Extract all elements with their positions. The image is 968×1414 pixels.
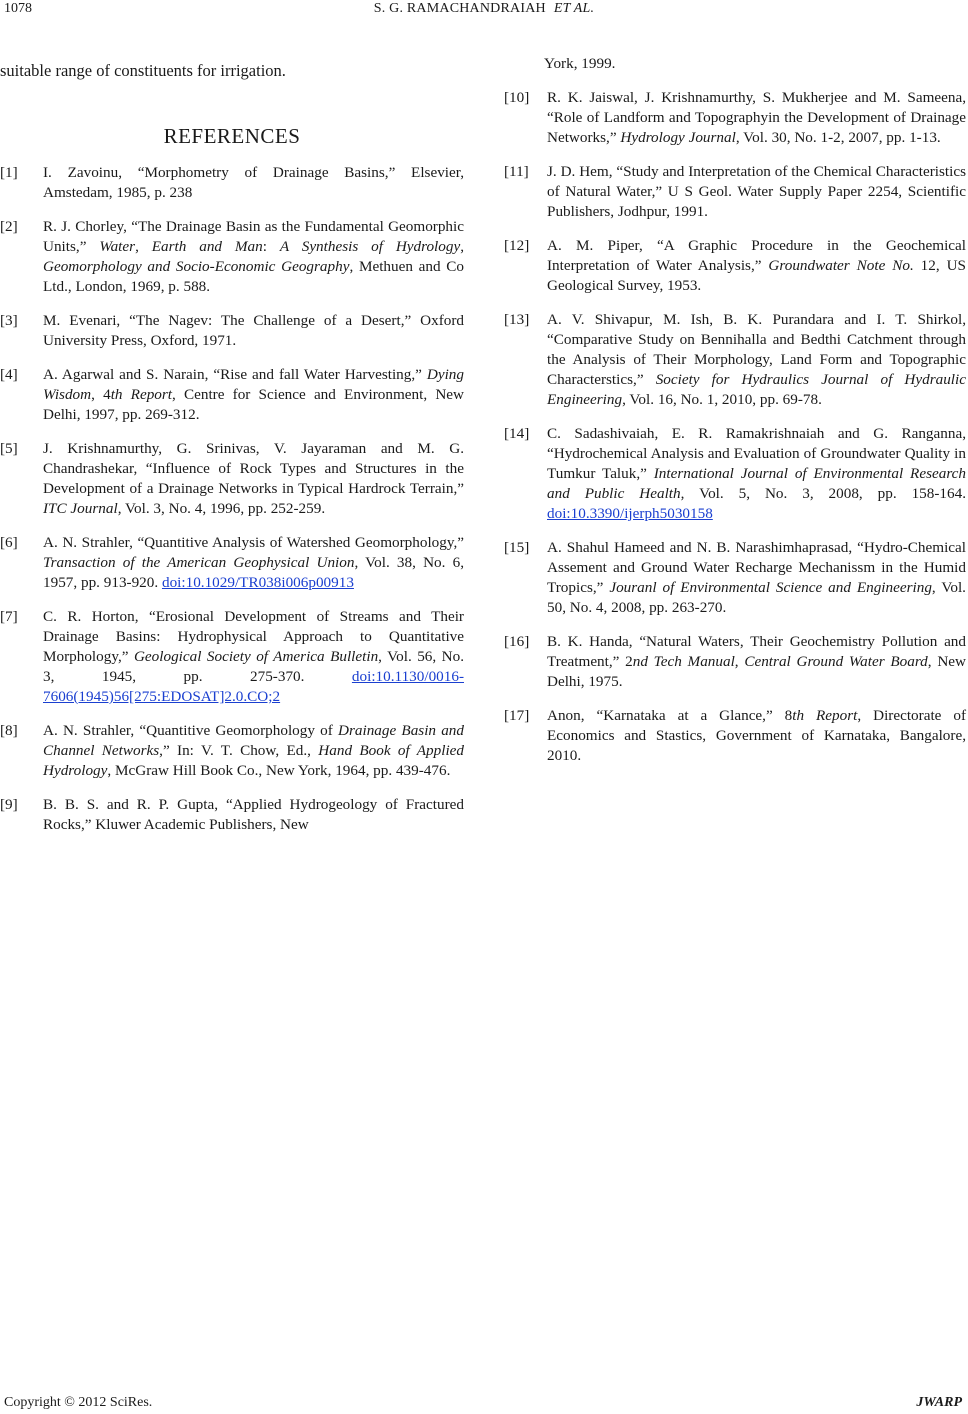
reference-number: [15] xyxy=(504,539,530,556)
reference-text xyxy=(547,538,966,618)
reference-italic-text: nd Tech Manual xyxy=(632,653,735,670)
reference-italic-text: Geomorphology and Socio-Economic Geography xyxy=(43,258,350,275)
reference-text xyxy=(43,311,464,351)
reference-text-segment: M. Evenari, “The Nagev: The Challenge of a Desert,” Oxford University Press, Oxford, 1971. xyxy=(43,312,464,349)
reference-text-segment: , Vol. 56, No. 3, 1945, pp. 275-370. xyxy=(43,648,465,685)
reference-item xyxy=(504,162,966,222)
reference-item xyxy=(504,310,966,410)
reference-italic-text: A Synthesis of Hydrology xyxy=(279,238,461,255)
reference-number: [5] xyxy=(0,440,18,457)
reference-italic-text: th Report xyxy=(792,707,858,724)
reference-italic-text: ITC Journal xyxy=(43,500,118,517)
reference-text xyxy=(547,632,966,692)
reference-text-segment: A. Shahul Hameed and N. B. Narashimhaprasad, “Hydro-Chemical Assement and Ground Water Recharge Mechanissm in the Humid Tropics,” xyxy=(547,539,966,596)
reference-italic-text: Society for Hydraulics Journal of Hydraulic Engineering xyxy=(547,371,966,408)
reference-item xyxy=(0,721,464,781)
reference-number: [11] xyxy=(504,163,529,180)
reference-text xyxy=(43,795,464,835)
reference-text-segment: ,” In: V. T. Chow, Ed., xyxy=(159,742,319,759)
reference-text xyxy=(43,607,464,707)
reference-text-segment: B. B. S. and R. P. Gupta, “Applied Hydrogeology of Fractured Rocks,” Kluwer Academic Publishers, New xyxy=(43,796,464,833)
reference-text xyxy=(43,365,464,425)
reference-item xyxy=(504,706,966,766)
reference-text xyxy=(547,310,966,410)
reference-number: [16] xyxy=(504,633,530,650)
reference-italic-text: Earth and Man xyxy=(151,238,263,255)
reference-italic-text: Drainage Basin and Channel Networks xyxy=(43,722,464,759)
reference-text-segment: , Directorate of Economics and Stastics, Government of Karnataka, Bangalore, 2010. xyxy=(547,707,966,764)
reference-text-segment: , Vol. 30, No. 1-2, 2007, pp. 1-13. xyxy=(735,129,941,146)
reference-text-segment: , Centre for Science and Environment, New Delhi, 1997, pp. 269-312. xyxy=(43,386,464,423)
reference-text xyxy=(43,439,464,519)
page-header xyxy=(0,0,968,22)
running-head-et-al: ET AL. xyxy=(553,1,595,16)
reference-text-segment: R. J. Chorley, “The Drainage Basin as the Fundamental Geomorphic Units,” xyxy=(43,218,464,255)
reference-item xyxy=(0,439,464,519)
reference-text-segment: R. K. Jaiswal, J. Krishnamurthy, S. Mukherjee and M. Sameena, “Role of Landform and Topographyin the Development of Drainage Networks,” xyxy=(547,89,966,146)
reference-number: [9] xyxy=(0,796,18,813)
reference-text-segment: , New Delhi, 1975. xyxy=(547,653,966,690)
page-number: 1078 xyxy=(4,1,32,16)
reference-item xyxy=(0,795,464,835)
reference-number: [13] xyxy=(504,311,530,328)
reference-text-segment: I. Zavoinu, “Morphometry of Drainage Basins,” Elsevier, Amstedam, 1985, p. 238 xyxy=(43,164,464,201)
reference-text xyxy=(43,533,464,593)
reference-text-segment: , Vol. 5, No. 3, 2008, pp. 158-164. xyxy=(680,485,966,502)
reference-item xyxy=(0,311,464,351)
left-column xyxy=(0,54,464,849)
reference-text-segment: , Methuen and Co Ltd., London, 1969, p. 588. xyxy=(43,258,464,295)
reference-text-segment: , xyxy=(460,238,465,255)
reference-text xyxy=(547,706,966,766)
reference-text-segment: , 4 xyxy=(91,386,111,403)
right-column xyxy=(504,54,966,780)
reference-italic-text: Jouranl of Environmental Science and Engineering xyxy=(609,579,932,596)
reference-italic-text: International Journal of Environmental Research and Public Health xyxy=(547,465,966,502)
reference-text xyxy=(43,217,464,297)
reference-text-segment: : xyxy=(262,238,280,255)
reference-number: [8] xyxy=(0,722,18,739)
reference-text-segment: , Vol. 50, No. 4, 2008, pp. 263-270. xyxy=(547,579,966,616)
reference-text-segment: C. R. Horton, “Erosional Development of Streams and Their Drainage Basins: Hydrophysical Approach to Quantitative Morphology,” xyxy=(43,608,464,665)
reference-item xyxy=(0,365,464,425)
running-head-authors: S. G. RAMACHANDRAIAH xyxy=(373,1,546,16)
reference-text-segment: , McGraw Hill Book Co., New York, 1964, pp. 439-476. xyxy=(107,762,451,779)
reference-text-segment: , xyxy=(734,653,745,670)
journal-footer: JWARP xyxy=(916,1395,962,1410)
reference-text-segment: , xyxy=(135,238,152,255)
doi-link[interactable]: doi:10.3390/ijerph5030158 xyxy=(547,505,713,522)
reference-text-segment: , Vol. 3, No. 4, 1996, pp. 252-259. xyxy=(117,500,326,517)
reference-list-right xyxy=(504,88,966,766)
reference-italic-text: Central Ground Water Board xyxy=(744,653,928,670)
reference-list-left xyxy=(0,163,464,835)
reference-item xyxy=(504,632,966,692)
reference-number: [17] xyxy=(504,707,530,724)
reference-italic-text: Water xyxy=(99,238,136,255)
doi-link[interactable]: doi:10.1130/0016-7606(1945)56[275:EDOSAT]2.0.CO;2 xyxy=(43,668,464,705)
reference-item xyxy=(0,533,464,593)
reference-number: [6] xyxy=(0,534,18,551)
reference-number: [3] xyxy=(0,312,18,329)
references-heading: REFERENCES xyxy=(163,124,301,148)
reference-text-segment: A. N. Strahler, “Quantitive Analysis of Watershed Geomorphology,” xyxy=(43,534,464,551)
reference-text xyxy=(43,163,464,203)
reference-text xyxy=(43,721,464,781)
reference-text xyxy=(547,424,966,524)
reference-9-continuation: York, 1999. xyxy=(544,55,616,72)
reference-number: [14] xyxy=(504,425,530,442)
reference-text-segment: A. Agarwal and S. Narain, “Rise and fall Water Harvesting,” xyxy=(43,366,427,383)
reference-italic-text: Hand Book of Applied Hydrology xyxy=(43,742,465,779)
reference-italic-text: Geological Society of America Bulletin xyxy=(133,648,379,665)
reference-text xyxy=(547,162,966,222)
reference-text-segment: , Vol. 16, No. 1, 2010, pp. 69-78. xyxy=(622,391,822,408)
reference-text-segment: J. Krishnamurthy, G. Srinivas, V. Jayaraman and M. G. Chandrashekar, “Influence of Rock Types and Structures in the Development of a Drainage Networks in Typical Hardrock Terrain,” xyxy=(43,440,464,497)
reference-text-segment: Anon, “Karnataka at a Glance,” 8 xyxy=(547,707,793,724)
reference-item xyxy=(0,163,464,203)
reference-italic-text: Dying Wisdom xyxy=(43,366,464,403)
reference-italic-text: th Report xyxy=(110,386,173,403)
reference-text-segment: J. D. Hem, “Study and Interpretation of the Chemical Characteristics of Natural Water,” U S Geol. Water Supply Paper 2254, Scientific Publishers, Jodhpur, 1991. xyxy=(547,163,966,220)
reference-number: [2] xyxy=(0,218,18,235)
reference-italic-text: Transaction of the American Geophysical Union xyxy=(43,554,355,571)
reference-item xyxy=(504,236,966,296)
reference-item xyxy=(504,538,966,618)
reference-text xyxy=(547,236,966,296)
reference-item xyxy=(0,217,464,297)
reference-italic-text: Groundwater Note No. xyxy=(768,257,914,274)
reference-item xyxy=(0,607,464,707)
reference-item xyxy=(504,424,966,524)
reference-number: [7] xyxy=(0,608,18,625)
intro-text: suitable range of constituents for irrigation. xyxy=(0,61,286,80)
reference-text-segment: 12, US Geological Survey, 1953. xyxy=(547,257,966,294)
reference-number: [10] xyxy=(504,89,530,106)
reference-text-segment: C. Sadashivaiah, E. R. Ramakrishnaiah and G. Ranganna, “Hydrochemical Analysis and Evaluation of Groundwater Quality in Tumkur Taluk,” xyxy=(547,425,966,482)
reference-number: [4] xyxy=(0,366,18,383)
reference-text-segment: A. M. Piper, “A Graphic Procedure in the Geochemical Interpretation of Water Analysis,” xyxy=(547,237,966,274)
reference-text-segment: A. N. Strahler, “Quantitive Geomorphology of xyxy=(43,722,339,739)
copyright-footer: Copyright © 2012 SciRes. xyxy=(4,1395,153,1410)
reference-text-segment: A. V. Shivapur, M. Ish, B. K. Purandara and I. T. Shirkol, “Comparative Study on Bennihalla and Bedthi Catchment through the Analysis of Their Morphology, Land Form and Topographic Characterstics,” xyxy=(547,311,966,388)
reference-number: [1] xyxy=(0,164,18,181)
reference-text-segment: B. K. Handa, “Natural Waters, Their Geochemistry Pollution and Treatment,” 2 xyxy=(547,633,966,670)
doi-link[interactable]: doi:10.1029/TR038i006p00913 xyxy=(161,574,354,591)
reference-number: [12] xyxy=(504,237,530,254)
reference-italic-text: Hydrology Journal xyxy=(620,129,736,146)
running-head xyxy=(0,0,968,18)
reference-item xyxy=(504,88,966,148)
reference-text-segment: , Vol. 38, No. 6, 1957, pp. 913-920. xyxy=(43,554,465,591)
reference-text xyxy=(547,88,966,148)
